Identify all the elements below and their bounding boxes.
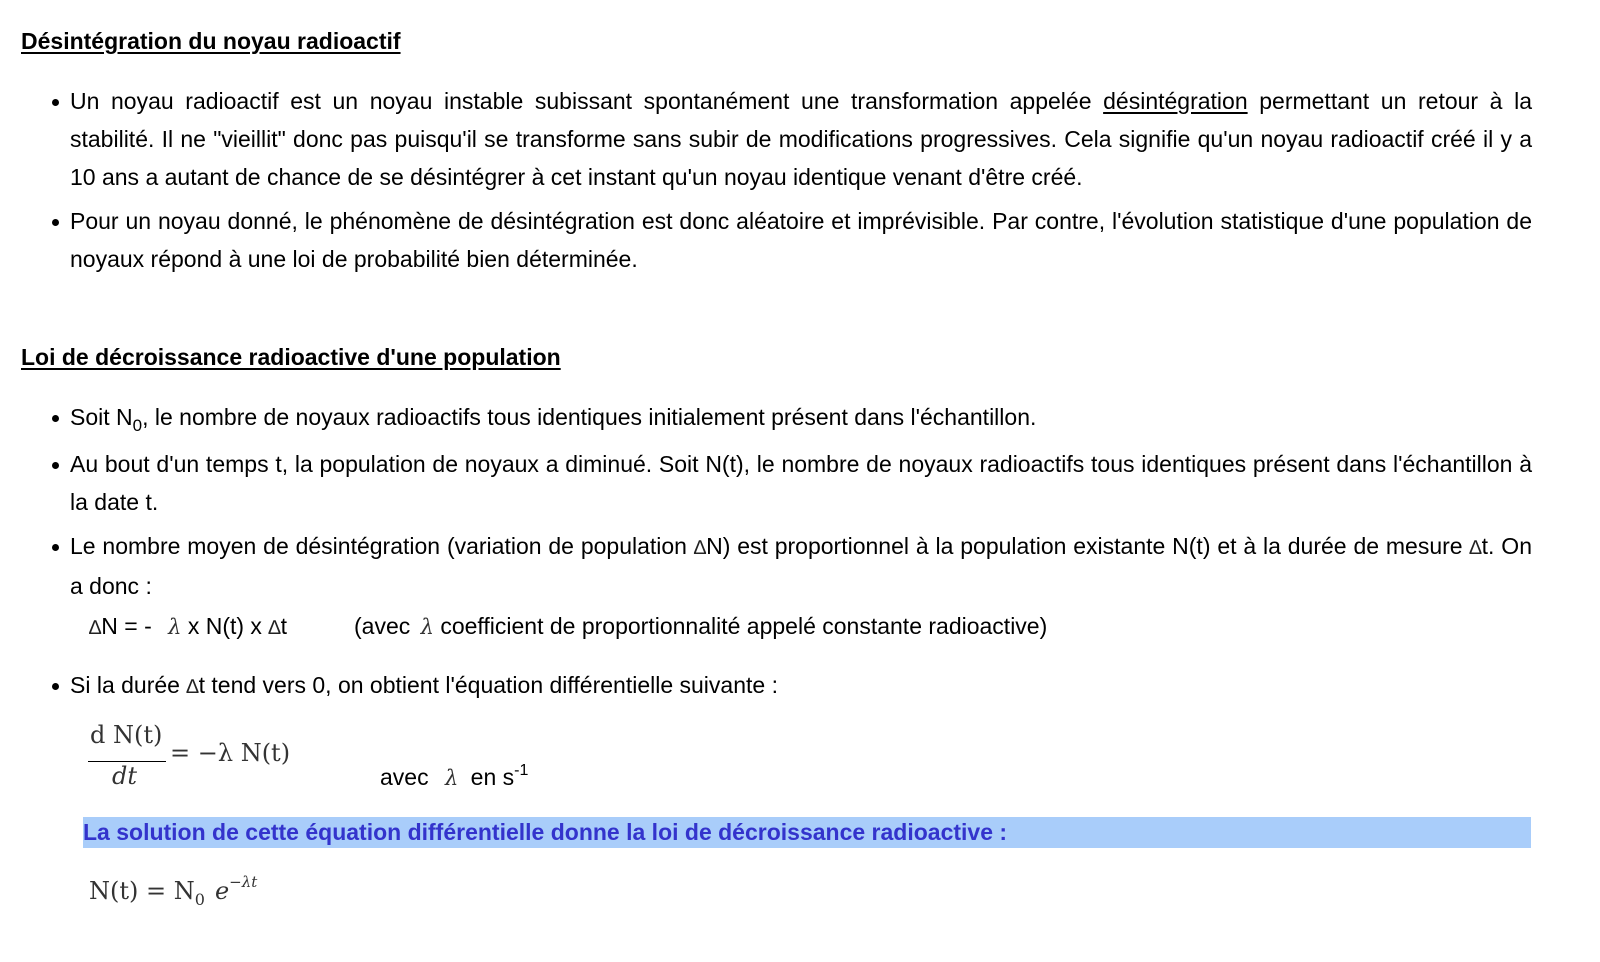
delta-symbol: ∆	[186, 676, 199, 698]
list-item: Le nombre moyen de désintégration (variation de population ∆N) est proportionnel à la population existante N(t) et à la durée de mesure ∆t. On a donc :	[70, 527, 1532, 605]
term-desintegration: désintégration	[1103, 88, 1248, 114]
solution-equation: $N(t) = N_0$ $e^{-\lambda t}$	[89, 873, 258, 909]
list-item: Un noyau radioactif est un noyau instable subissant spontanément une transformation appelée désintégration permettant un retour à la stabilité. Il ne "vieillit" donc pas puisqu'il se transforme sans subir de modifications progressives. Cela signifie qu'un noyau radioactif créé il y a 10 ans a autant de chance de se désintégrer à cet instant qu'un noyau identique venant d'être créé.	[70, 82, 1532, 196]
equation-note: (avec λ coefficient de proportionnalité appelé constante radioactive)	[354, 613, 1048, 639]
list-item: Pour un noyau donné, le phénomène de désintégration est donc aléatoire et imprévisible. Par contre, l'évolution statistique d'une population de noyaux répond à une loi de probabilité bien déterminée.	[70, 202, 1532, 278]
delta-symbol: ∆	[693, 537, 707, 559]
diffeq-denominator: dt	[112, 762, 138, 790]
diffeq-numerator: d N(t)	[90, 721, 163, 749]
equation-delta-n: ∆N = - λ x N(t) x ∆t	[89, 613, 287, 639]
section-title-desintegration: Désintégration du noyau radioactif	[21, 28, 401, 54]
diffeq-unit: avec λ en $s^{-1}$	[380, 762, 529, 790]
section2-list	[0, 398, 1532, 605]
list-item: Au bout d'un temps t, la population de noyaux a diminué. Soit N(t), le nombre de noyaux radioactifs tous identiques présent dans l'échantillon à la date t.	[70, 445, 1532, 521]
section2-list-cont	[0, 666, 1532, 706]
list-item: Si la durée ∆t tend vers 0, on obtient l'équation différentielle suivante :	[70, 666, 1532, 706]
section1-list	[0, 82, 1532, 278]
highlighted-statement: La solution de cette équation différentielle donne la loi de décroissance radioactive :	[83, 817, 1531, 848]
delta-symbol: ∆	[1469, 537, 1482, 559]
list-item: Soit $N_0$, le nombre de noyaux radioactifs tous identiques initialement présent dans l'échantillon.	[70, 398, 1532, 439]
diffeq-rhs: = −λ N(t)	[170, 739, 291, 767]
section-title-loi-decroissance: Loi de décroissance radioactive d'une population	[21, 344, 561, 370]
